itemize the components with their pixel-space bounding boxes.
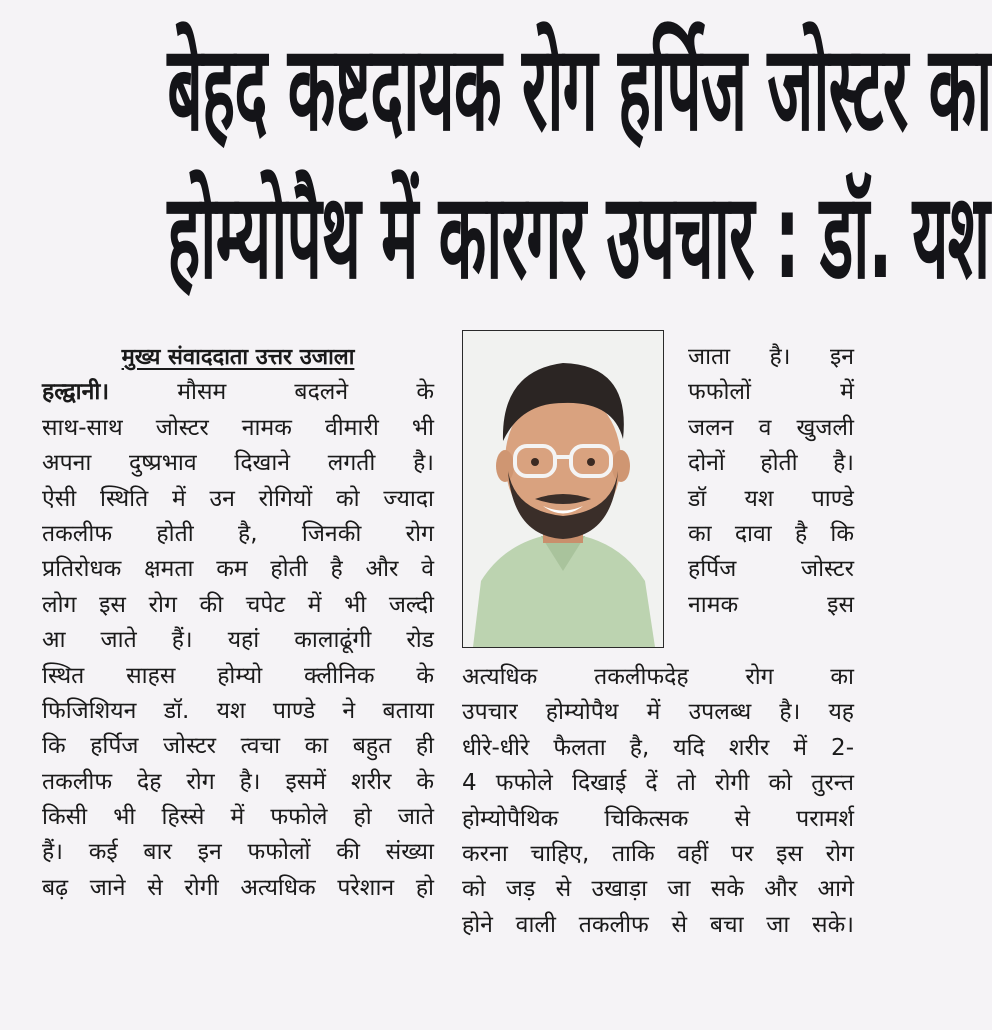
- article-line: ऐसी स्थिति में उन रोगियों को ज्यादा: [42, 485, 434, 512]
- article-line: लोग इस रोग की चपेट में भी जल्दी: [42, 591, 434, 618]
- article-line: करना चाहिए, ताकि वहीं पर इस रोग: [462, 840, 854, 867]
- article-line: तकलीफ देह रोग है। इसमें शरीर के: [42, 768, 434, 795]
- article-line: का दावा है कि: [688, 520, 854, 547]
- article-line: कि हर्पिज जोस्टर त्वचा का बहुत ही: [42, 733, 434, 760]
- headline-line-1: बेहद कष्टदायक रोग हर्पिज जोस्टर का: [167, 19, 992, 158]
- article-line: होने वाली तकलीफ से बचा जा सके।: [462, 911, 854, 938]
- article-line: किसी भी हिस्से में फफोले हो जाते: [42, 804, 434, 831]
- article-line: तकलीफ होती है, जिनकी रोग: [42, 520, 434, 547]
- article-line: प्रतिरोधक क्षमता कम होती है और वे: [42, 556, 434, 583]
- article-line: डॉ यश पाण्डे: [688, 485, 854, 512]
- article-line: धीरे-धीरे फैलता है, यदि शरीर में 2-: [462, 734, 854, 761]
- article-line: फफोलों में: [688, 379, 854, 406]
- article-line: आ जाते हैं। यहां कालाढूंगी रोड: [42, 627, 434, 654]
- article-line: अपना दुष्प्रभाव दिखाने लगती है।: [42, 450, 434, 477]
- headline-line-2: होम्योपैथ में कारगर उपचार : डॉ. यश: [167, 167, 990, 306]
- article-text: मौसम बदलने के: [177, 379, 434, 406]
- article-line: हर्पिज जोस्टर: [688, 556, 854, 583]
- article-line: फिजिशियन डॉ. यश पाण्डे ने बताया: [42, 697, 434, 724]
- article-line: अत्यधिक तकलीफदेह रोग का: [462, 664, 854, 690]
- article-line: 4 फफोले दिखाई दें तो रोगी को तुरन्त: [462, 770, 854, 797]
- article-right-column-bottom: [462, 660, 854, 943]
- article-line: बढ़ जाने से रोगी अत्यधिक परेशान हो: [42, 874, 434, 901]
- article-line: जलन व खुजली: [688, 414, 854, 441]
- article-line: उपचार होम्योपैथ में उपलब्ध है। यह: [462, 699, 854, 726]
- article-line: स्थित साहस होम्यो क्लीनिक के: [42, 662, 434, 689]
- portrait-photo: [462, 330, 664, 648]
- article-line: को जड़ से उखाड़ा जा सके और आगे: [462, 876, 854, 903]
- dateline: हल्द्वानी।: [42, 379, 110, 406]
- article-line: हैं। कई बार इन फफोलों की संख्या: [42, 839, 434, 866]
- portrait-photo-icon: [463, 331, 663, 647]
- article-line: होम्योपैथिक चिकित्सक से परामर्श: [462, 805, 854, 832]
- byline: मुख्य संवाददाता उत्तर उजाला: [121, 345, 355, 370]
- article-line: साथ-साथ जोस्टर नामक वीमारी भी: [42, 414, 434, 441]
- article-right-column-top: [688, 340, 854, 623]
- article-left-column: [42, 340, 434, 906]
- article-line: [42, 375, 434, 410]
- article-line: दोनों होती है।: [688, 450, 854, 477]
- article-line: जाता है। इन: [688, 344, 854, 370]
- article-line: नामक इस: [688, 591, 854, 618]
